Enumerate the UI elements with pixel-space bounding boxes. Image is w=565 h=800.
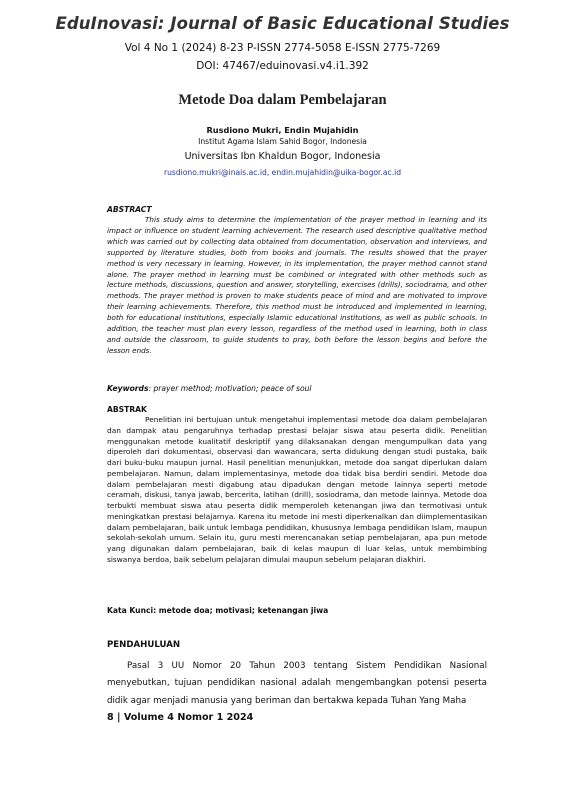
author-emails[interactable]: rusdiono.mukri@inais.ac.id, endin.mujahidin@uika-bogor.ac.id [163,168,402,177]
keywords-value: : prayer method; motivation; peace of soul [148,384,312,393]
pendahuluan-heading: PENDAHULUAN [107,640,181,650]
kata-kunci-line: Kata Kunci: metode doa; motivasi; ketenangan jiwa [107,606,329,615]
keywords-line [107,384,487,393]
abstract-label: ABSTRACT [107,205,152,214]
author-names: Rusdiono Mukri, Endin Mujahidin [206,125,359,135]
abstract-text: This study aims to determine the implementation of the prayer method in learning and its impact or influence on student learning achievement. The research used descriptive qualitative method which was carried out by collecting data obtained from documentation, observation and interviews, and supported by literature studies, both from books and journals. The results showed that the prayer method is very necessary in learning. However, in its implementation, the prayer method cannot stand alone. The prayer method in learning must be combined or integrated with other methods such as lecture methods, discussions, question and answer, storytelling, exercises (drills), sociodrama, and other methods. The prayer method is proven to make students peace of mind and are motivated to improve their learning achievements. Therefore, this method must be introduced and implemented in learning, both for educational institutions, especially Islamic educational institutions, as well as public schools. In addition, the teacher must plan every lesson, regardless of the method used in learning, both in class and outside the classroom, to guide students to pray, both before the lesson begins and before the lesson ends. [107,215,487,355]
pendahuluan-section [107,658,487,710]
abstract-section [107,205,487,357]
pendahuluan-text: Pasal 3 UU Nomor 20 Tahun 2003 tentang Sistem Pendidikan Nasional menyebutkan, tujuan pendidikan nasional adalah mengembangkan potensi peserta didik agar menjadi manusia yang beriman dan bertakwa kepada Tuhan Yang Maha [107,661,487,706]
institution-1: Institut Agama Islam Sahid Bogor, Indonesia [198,137,367,146]
institution-2: Universitas Ibn Khaldun Bogor, Indonesia [184,151,381,162]
journal-volume-issn: Vol 4 No 1 (2024) 8-23 P-ISSN 2774-5058 E-ISSN 2775-7269 [124,42,441,54]
abstrak-label: ABSTRAK [107,405,147,414]
article-title: Metode Doa dalam Pembelajaran [178,92,387,108]
page-footer: 8 | Volume 4 Nomor 1 2024 [107,712,254,723]
journal-header [0,14,565,75]
abstrak-text: Penelitian ini bertujuan untuk mengetahui implementasi metode doa dalam pembelajaran dan dampak atau pengaruhnya terhadap prestasi belajar siswa atau peserta didik. Penelitian menggunakan metode kualitatif deskriptif yang dilaksanakan dengan mengumpulkan data yang diperoleh dari dokumentasi, observasi dan wawancara, serta didukung dengan studi pustaka, baik dari buku-buku maupun jurnal. Hasil penelitian menunjukkan, metode doa sangat diperlukan dalam pembelajaran. Namun, dalam implementasinya, metode doa tidak bisa berdiri sendiri. Metode doa dalam pembelajaran mesti digabung atau dipadukan dengan metode lainnya seperti metode ceramah, diskusi, tanya jawab, bercerita, latihan (drill), sosiodrama, dan metode lainnya. Metode doa terbukti membuat siswa atau peserta didik memperoleh ketenangan jiwa dan termotivasi untuk meningkatkan prestasi belajarnya. Karena itu metode ini mesti diperkenalkan dan diimplementasikan dalam pembelajaran, baik untuk lembaga pendidikan, khususnya lembaga pendidikan Islam, maupun sekolah-sekolah umum. Selain itu, guru mesti merencanakan setiap pembelajaran, apa pun metode yang digunakan dalam pembelajaran, baik di kelas maupun di luar kelas, untuk membimbing siswanya berdoa, baik sebelum pelajaran dimulai maupun sebelum pelajaran diakhiri. [107,415,487,564]
journal-doi: DOI: 47467/eduinovasi.v4.i1.392 [196,60,369,72]
journal-title: EduInovasi: Journal of Basic Educational Studies [55,14,510,33]
keywords-label: Keywords [107,384,149,393]
journal-meta [0,39,565,75]
authors-block [0,124,565,180]
abstrak-section [107,405,487,566]
